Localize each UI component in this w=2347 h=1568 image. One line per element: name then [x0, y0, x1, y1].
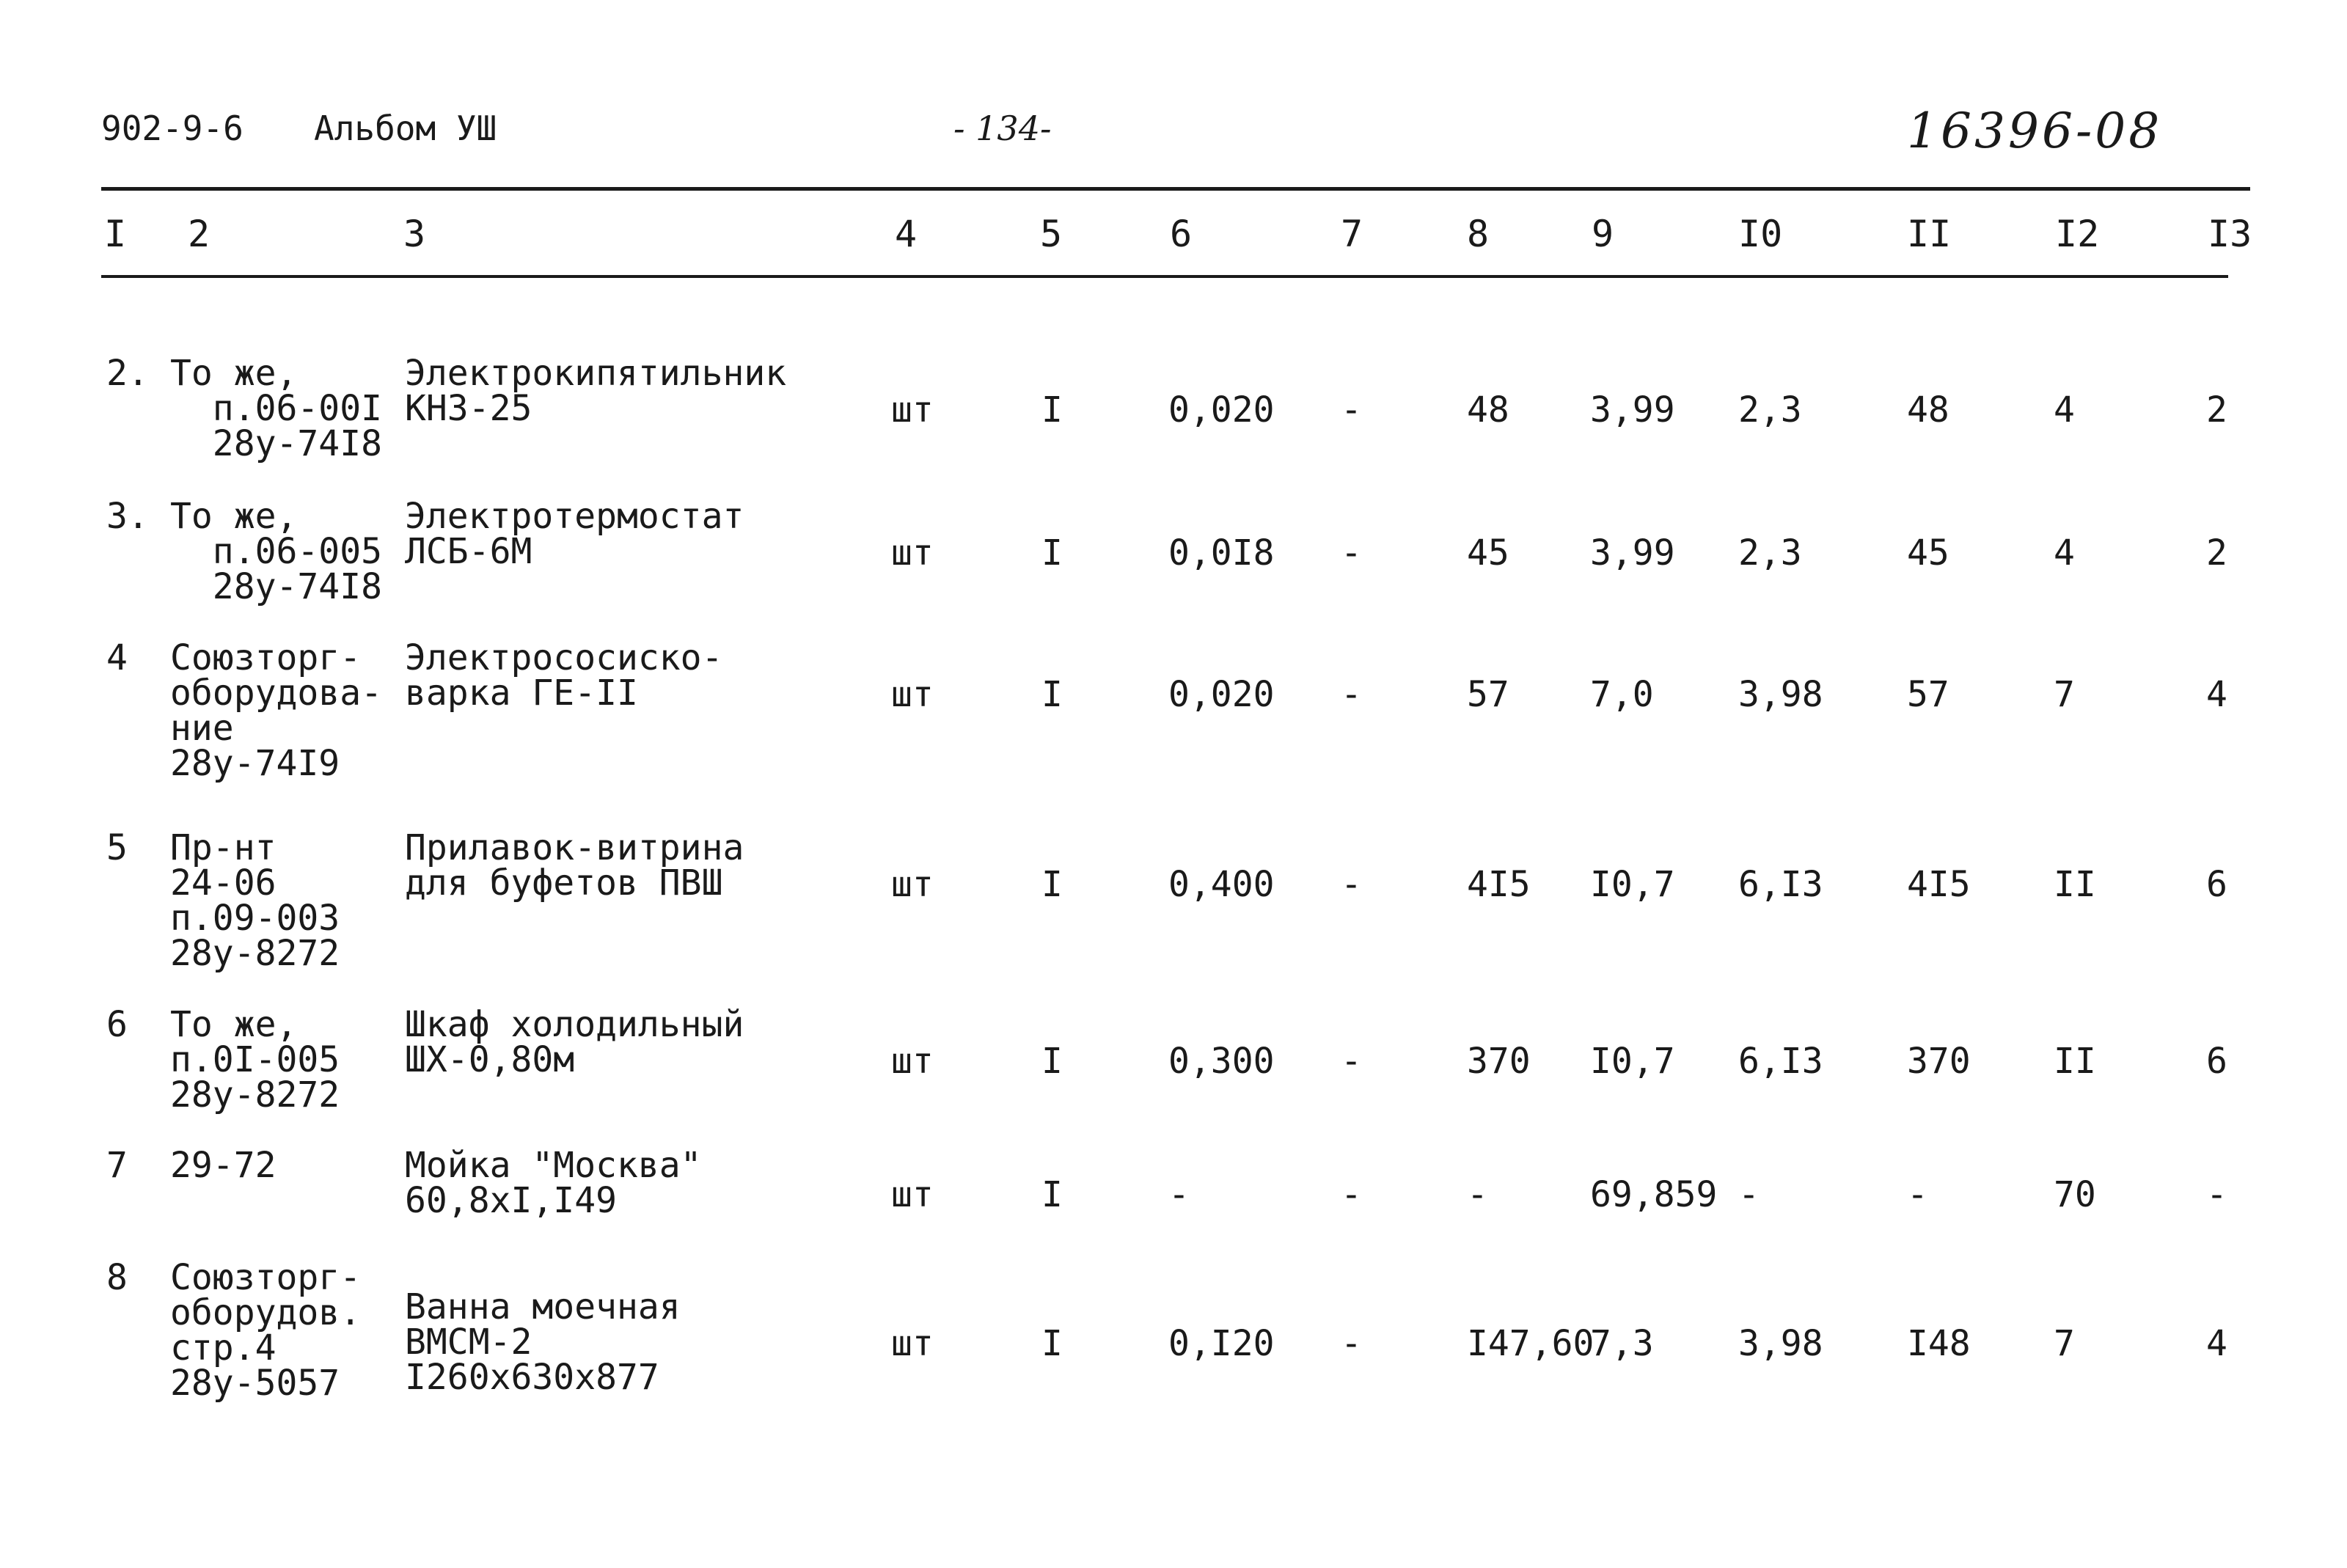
col12-cell: II — [2054, 1041, 2096, 1082]
col7-cell: - — [1341, 674, 1362, 715]
equipment-name: Электрососиско- варка ГЕ-II — [405, 637, 723, 714]
col10-cell: 3,98 — [1738, 1323, 1823, 1364]
source-reference: 29-72 — [170, 1145, 277, 1186]
col10-cell: 3,98 — [1738, 674, 1823, 715]
column-number: I0 — [1738, 213, 1783, 255]
column-number: 3 — [403, 213, 426, 255]
equipment-name: Прилавок-витрина для буфетов ПВШ — [405, 827, 744, 904]
unit-cell: шт — [891, 1041, 934, 1082]
quantity-cell: I — [1041, 532, 1063, 574]
col11-cell: - — [1907, 1174, 1928, 1215]
col11-cell: 57 — [1907, 674, 1949, 715]
column-number: I — [104, 213, 127, 255]
col9-cell: 7,3 — [1590, 1323, 1654, 1364]
source-reference: То же, п.0I-005 28у-8272 — [170, 1004, 340, 1115]
document-number: 16396-08 — [1907, 103, 2163, 159]
col8-cell: 57 — [1467, 674, 1509, 715]
col6-cell: 0,300 — [1168, 1041, 1275, 1082]
row-number: 7 — [106, 1145, 128, 1186]
col9-cell: 7,0 — [1590, 674, 1654, 715]
col10-cell: - — [1738, 1174, 1760, 1215]
col6-cell: 0,0I8 — [1168, 532, 1275, 574]
col13-cell: 6 — [2206, 864, 2227, 905]
quantity-cell: I — [1041, 1323, 1063, 1364]
col11-cell: I48 — [1907, 1323, 1971, 1364]
col8-cell: I47,60 — [1467, 1323, 1594, 1364]
equipment-name: Электрокипятильник КНЗ-25 — [405, 353, 787, 429]
quantity-cell: I — [1041, 389, 1063, 431]
unit-cell: шт — [891, 1174, 934, 1215]
column-number: 8 — [1467, 213, 1490, 255]
col11-cell: 370 — [1907, 1041, 1971, 1082]
col7-cell: - — [1341, 864, 1362, 905]
source-reference: Пр-нт 24-06 п.09-003 28у-8272 — [170, 827, 340, 974]
column-number: 4 — [895, 213, 918, 255]
col10-cell: 2,3 — [1738, 532, 1802, 574]
project-code: 902-9-6 — [101, 109, 244, 148]
col12-cell: II — [2054, 864, 2096, 905]
col12-cell: 7 — [2054, 674, 2075, 715]
col10-cell: 6,I3 — [1738, 1041, 1823, 1082]
col6-cell: 0,020 — [1168, 674, 1275, 715]
col11-cell: 4I5 — [1907, 864, 1971, 905]
column-number: I2 — [2055, 213, 2100, 255]
unit-cell: шт — [891, 674, 934, 715]
source-reference: Союзторг- оборудова- ние 28у-74I9 — [170, 637, 382, 784]
col7-cell: - — [1341, 1041, 1362, 1082]
quantity-cell: I — [1041, 1174, 1063, 1215]
row-number: 5 — [106, 827, 128, 868]
row-number: 2. — [106, 353, 149, 394]
column-number: 5 — [1040, 213, 1063, 255]
col13-cell: 6 — [2206, 1041, 2227, 1082]
col12-cell: 7 — [2054, 1323, 2075, 1364]
source-reference: То же, п.06-00I 28у-74I8 — [170, 353, 382, 464]
source-reference: То же, п.06-005 28у-74I8 — [170, 496, 382, 607]
col13-cell: 4 — [2206, 1323, 2227, 1364]
row-number: 6 — [106, 1004, 128, 1045]
col12-cell: 70 — [2054, 1174, 2096, 1215]
source-reference: Союзторг- оборудов. стр.4 28у-5057 — [170, 1257, 362, 1404]
quantity-cell: I — [1041, 1041, 1063, 1082]
equipment-name: Шкаф холодильный ШХ-0,80м — [405, 1004, 744, 1080]
col9-cell: 69,859 — [1590, 1174, 1718, 1215]
page-number: - 134- — [953, 109, 1052, 148]
col13-cell: - — [2206, 1174, 2227, 1215]
col7-cell: - — [1341, 1174, 1362, 1215]
row-number: 3. — [106, 496, 149, 537]
col9-cell: I0,7 — [1590, 864, 1675, 905]
col6-cell: 0,020 — [1168, 389, 1275, 431]
quantity-cell: I — [1041, 674, 1063, 715]
col7-cell: - — [1341, 532, 1362, 574]
col8-cell: 45 — [1467, 532, 1509, 574]
equipment-name: Мойка "Москва" 60,8хI,I49 — [405, 1145, 702, 1221]
unit-cell: шт — [891, 389, 934, 431]
col13-cell: 2 — [2206, 389, 2227, 431]
row-number: 8 — [106, 1257, 128, 1298]
row-number: 4 — [106, 637, 128, 678]
col8-cell: 48 — [1467, 389, 1509, 431]
col11-cell: 48 — [1907, 389, 1949, 431]
quantity-cell: I — [1041, 864, 1063, 905]
column-number: 6 — [1170, 213, 1193, 255]
top-rule — [101, 187, 2250, 191]
col12-cell: 4 — [2054, 389, 2075, 431]
col6-cell: 0,400 — [1168, 864, 1275, 905]
col9-cell: 3,99 — [1590, 389, 1675, 431]
unit-cell: шт — [891, 532, 934, 574]
column-number: 2 — [188, 213, 210, 255]
col9-cell: 3,99 — [1590, 532, 1675, 574]
header-rule — [101, 275, 2228, 278]
equipment-name: Ванна моечная ВМСМ-2 I260х630х877 — [405, 1286, 681, 1398]
col8-cell: 370 — [1467, 1041, 1531, 1082]
col6-cell: 0,I20 — [1168, 1323, 1275, 1364]
column-number: 7 — [1341, 213, 1363, 255]
col12-cell: 4 — [2054, 532, 2075, 574]
col13-cell: 4 — [2206, 674, 2227, 715]
column-number: I3 — [2208, 213, 2252, 255]
column-number: II — [1907, 213, 1952, 255]
col8-cell: 4I5 — [1467, 864, 1531, 905]
col8-cell: - — [1467, 1174, 1488, 1215]
col7-cell: - — [1341, 1323, 1362, 1364]
equipment-name: Электротермостат ЛСБ-6М — [405, 496, 744, 572]
col7-cell: - — [1341, 389, 1362, 431]
col9-cell: I0,7 — [1590, 1041, 1675, 1082]
col10-cell: 2,3 — [1738, 389, 1802, 431]
col11-cell: 45 — [1907, 532, 1949, 574]
album-label: Альбом УШ — [314, 109, 497, 148]
unit-cell: шт — [891, 1323, 934, 1364]
col13-cell: 2 — [2206, 532, 2227, 574]
unit-cell: шт — [891, 864, 934, 905]
col10-cell: 6,I3 — [1738, 864, 1823, 905]
column-number: 9 — [1592, 213, 1614, 255]
col6-cell: - — [1168, 1174, 1190, 1215]
